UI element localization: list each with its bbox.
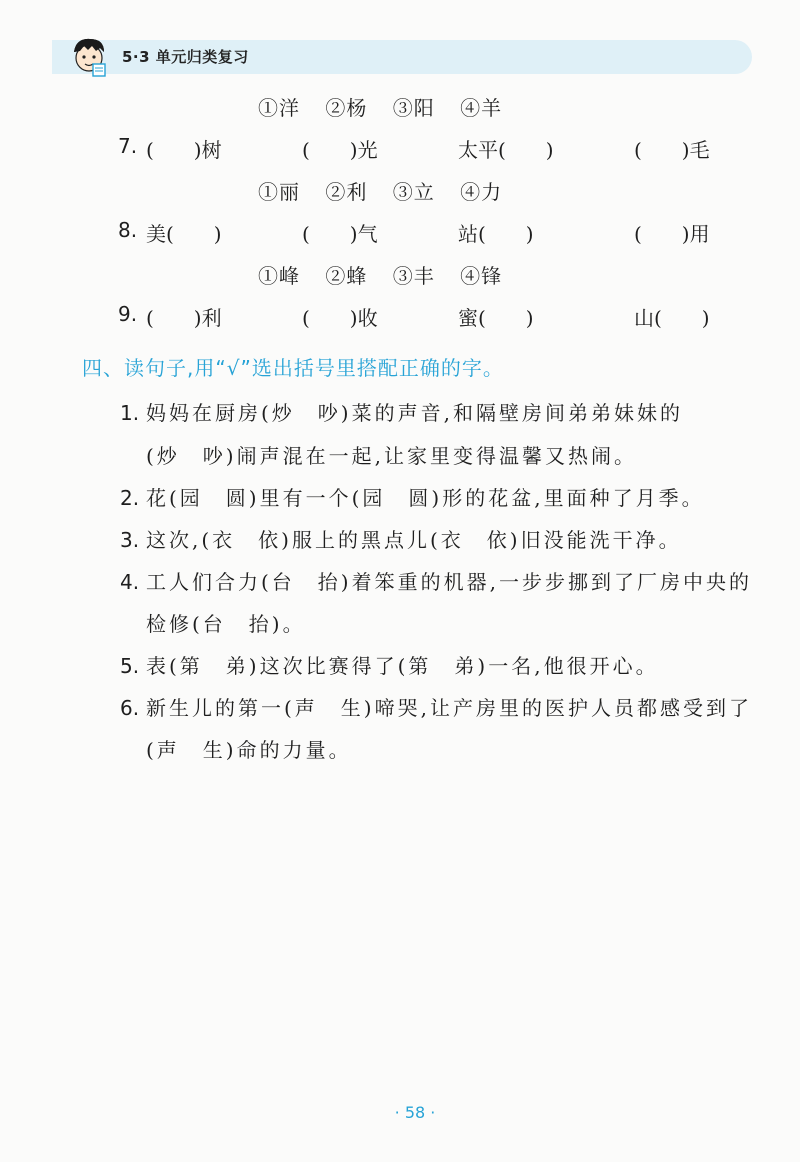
blank-item[interactable]: ( )气 [302, 222, 378, 246]
blank-item[interactable]: ( )利 [146, 306, 222, 330]
q7-options [258, 176, 520, 205]
q7-line [118, 134, 758, 164]
sentence-number: 4. [120, 570, 140, 594]
sentence-6-cont[interactable]: (声 生)命的力量。 [146, 738, 352, 762]
option: ③丰 [392, 264, 435, 288]
sentence-text[interactable]: 工人们合力(台 抬)着笨重的机器,一步步挪到了厂房中央的 [146, 570, 752, 594]
sentence-2 [120, 482, 760, 511]
sentence-text[interactable]: 这次,(衣 依)服上的黑点儿(衣 依)旧没能洗干净。 [146, 528, 682, 552]
blank-item[interactable]: ( )毛 [634, 138, 710, 162]
section-title: 四、读句子,用“√”选出括号里搭配正确的字。 [82, 356, 504, 380]
sentence-number: 6. [120, 696, 140, 720]
q6-options [258, 92, 520, 121]
sentence-5 [120, 650, 760, 679]
sentence-number: 2. [120, 486, 140, 510]
blank-item[interactable]: 蜜( ) [458, 306, 534, 330]
sentence-number: 5. [120, 654, 140, 678]
blank-item[interactable]: ( )树 [146, 138, 222, 162]
blank-item[interactable]: 山( ) [634, 306, 710, 330]
option: ④锋 [460, 264, 503, 288]
sentence-text[interactable]: 妈妈在厨房(炒 吵)菜的声音,和隔壁房间弟弟妹妹的 [146, 401, 683, 425]
question-number: 8. [118, 218, 138, 242]
option: ①峰 [258, 264, 300, 288]
sentence-1 [120, 397, 760, 426]
blank-item[interactable]: 太平( ) [458, 138, 554, 162]
sentence-3 [120, 524, 760, 553]
option: ①丽 [258, 180, 300, 204]
option: ③立 [392, 180, 435, 204]
blank-item[interactable]: ( )用 [634, 222, 710, 246]
question-number: 9. [118, 302, 138, 326]
sentence-4 [120, 566, 760, 595]
sentence-1-cont[interactable]: (炒 吵)闹声混在一起,让家里变得温馨又热闹。 [146, 444, 637, 468]
option: ③阳 [392, 96, 435, 120]
q8-line [118, 218, 758, 248]
sentence-text[interactable]: 表(第 弟)这次比赛得了(第 弟)一名,他很开心。 [146, 654, 659, 678]
option: ②杨 [325, 96, 368, 120]
header-title: 5·3 单元归类复习 [122, 48, 249, 66]
option: ②利 [325, 180, 368, 204]
blank-item[interactable]: ( )光 [302, 138, 378, 162]
q8-options [258, 260, 520, 289]
sentence-number: 3. [120, 528, 140, 552]
blank-item[interactable]: 美( ) [146, 222, 222, 246]
q9-line [118, 302, 758, 332]
option: ②蜂 [325, 264, 368, 288]
question-number: 7. [118, 134, 138, 158]
sentence-text[interactable]: 花(园 圆)里有一个(园 圆)形的花盆,里面种了月季。 [146, 486, 705, 510]
sentence-number: 1. [120, 401, 140, 425]
sentence-4-cont[interactable]: 检修(台 抬)。 [146, 612, 306, 636]
blank-item[interactable]: 站( ) [458, 222, 534, 246]
sentence-text[interactable]: 新生儿的第一(声 生)啼哭,让产房里的医护人员都感受到了 [146, 696, 752, 720]
blank-item[interactable]: ( )收 [302, 306, 378, 330]
sentence-6 [120, 692, 760, 721]
option: ④力 [460, 180, 503, 204]
option: ①洋 [258, 96, 300, 120]
boy-mascot-icon [66, 34, 112, 80]
option: ④羊 [460, 96, 503, 120]
page-number: · 58 · [394, 1103, 436, 1122]
